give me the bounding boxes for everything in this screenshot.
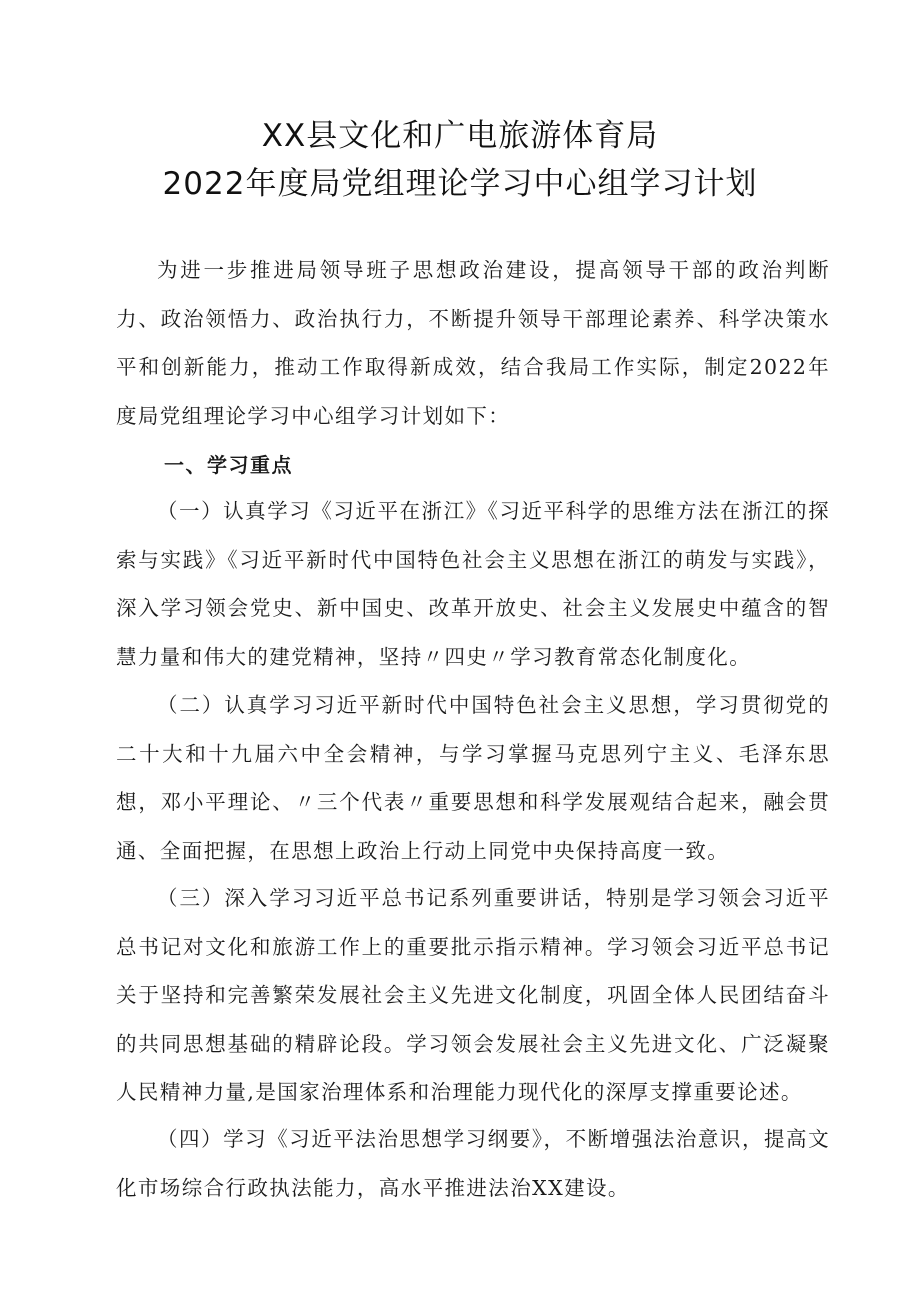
study-item-2: （二）认真学习习近平新时代中国特色社会主义思想，学习贯彻党的二十大和十九届六中全会精神，与学习掌握马克思列宁主义、毛泽东思想，邓小平理论、〃三个代表〃重要思想和科学发展观结合起来，融会贯通、全面把握，在思想上政治上行动上同党中央保持高度一致。 [116,693,830,863]
study-item-1: （一）认真学习《习近平在浙江》《习近平科学的思维方法在浙江的探索与实践》《习近平新时代中国特色社会主义思想在浙江的萌发与实践》，深入学习领会党史、新中国史、改革开放史、社会主义发展史中蕴含的智慧力量和伟大的建党精神，坚持〃四史〃学习教育常态化制度化。 [116,499,830,669]
study-item-3: （三）深入学习习近平总书记系列重要讲话，特别是学习领会习近平总书记对文化和旅游工作上的重要批示指示精神。学习领会习近平总书记关于坚持和完善繁荣发展社会主义先进文化制度，巩固全体人民团结奋斗的共同思想基础的精辟论段。学习领会发展社会主义先进文化、广泛凝聚人民精神力量,是国家治理体系和治理能力现代化的深厚支撑重要论述。 [116,886,830,1104]
study-item-4: （四）学习《习近平法治思想学习纲要》，不断增强法治意识，提高文化市场综合行政执法能力，高水平推进法治XX建设。 [116,1127,830,1200]
document-title-line1: XX县文化和广电旅游体育局 [261,118,659,154]
section-heading: 一、学习重点 [164,453,293,477]
document-title-line2: 2022年度局党组理论学习中心组学习计划 [162,166,758,202]
intro-paragraph: 为进一步推进局领导班子思想政治建设，提高领导干部的政治判断力、政治领悟力、政治执行力，不断提升领导干部理论素养、科学决策水平和创新能力，推动工作取得新成效，结合我局工作实际，制定2022年度局党组理论学习中心组学习计划如下： [116,258,830,428]
